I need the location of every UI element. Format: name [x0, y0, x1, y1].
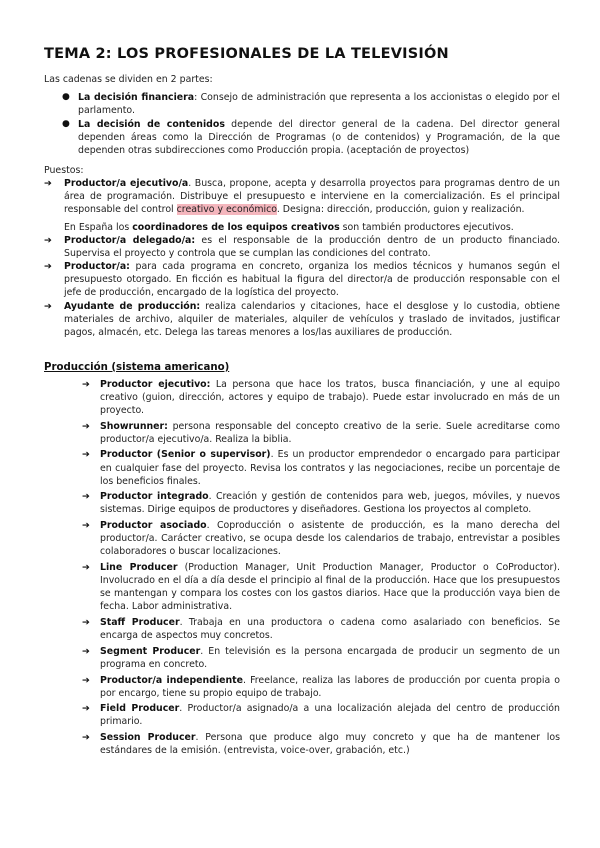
- term: Line Producer: [100, 561, 178, 573]
- arrow-icon: ➔: [82, 378, 90, 390]
- note-text: [44, 221, 560, 234]
- description: . Productor/a asignado/a a una localización alejada del centro de producción primario.: [100, 703, 560, 728]
- arrow-icon: ➔: [82, 561, 90, 573]
- description: : Consejo de administración que representa a los accionistas o elegido por el parlamento.: [78, 92, 560, 117]
- arrow-icon: ➔: [44, 177, 52, 189]
- list-item: [44, 177, 560, 216]
- section-heading: Producción (sistema americano): [44, 361, 230, 373]
- note-before: En España los: [64, 221, 133, 233]
- arrow-icon: ➔: [82, 420, 90, 432]
- term: Field Producer: [100, 703, 180, 715]
- page-title: TEMA 2: LOS PROFESIONALES DE LA TELEVISIÓN: [44, 46, 449, 62]
- puestos-list: [44, 177, 560, 216]
- arrow-icon: ➔: [44, 300, 52, 312]
- term: Showrunner:: [100, 420, 168, 432]
- term: Productor integrado: [100, 491, 209, 503]
- description: . Designa: dirección, producción, guion y realización.: [276, 203, 525, 215]
- term: Productor/a ejecutivo/a: [64, 177, 189, 189]
- list-item: [82, 420, 560, 446]
- term: Productor/a:: [64, 261, 130, 273]
- arrow-icon: ➔: [82, 491, 90, 503]
- list-item: [82, 519, 560, 558]
- description: para cada programa en concreto, organiza los medios técnicos y humanos según el presupuesto otorgado. En ficción es habitual la figura del director/a de producción responsable con el jefe de producción, encargado de la logística del proyecto.: [64, 261, 560, 299]
- intro-text: Las cadenas se dividen en 2 partes:: [44, 74, 213, 85]
- puestos-label: Puestos:: [44, 164, 84, 176]
- arrow-icon: ➔: [44, 261, 52, 273]
- cadenas-list: [44, 91, 560, 157]
- term: La decisión de contenidos: [78, 119, 225, 131]
- bullet-icon: ●: [62, 119, 70, 130]
- list-item: [44, 234, 560, 260]
- term: Staff Producer: [100, 616, 180, 628]
- description: realiza calendarios y citaciones, hace el desglose y lo custodia, obtiene materiales de archivo, alquiler de materiales, alquiler de vehículos y traslado de invitados, justificar pagos, almacén, etc. Delega las tareas menores a los/las auxiliares de producción.: [64, 300, 560, 338]
- list-item: [82, 561, 560, 613]
- description: . Es un productor emprendedor o encargado para participar en cualquier fase del proyecto. Revisa los contratos y las negociaciones, recibe un porcentaje de los beneficios finales.: [100, 449, 560, 487]
- description: . En televisión es la persona encargada de producir un segmento de un programa en concreto.: [100, 645, 561, 670]
- arrow-icon: ➔: [82, 645, 90, 657]
- description: . Persona que produce algo muy concreto y que ha de mantener los estándares de la emisión. (entrevista, voice-over, grabación, etc.): [100, 732, 561, 757]
- description: depende del director general de la cadena. Del director general dependen áreas como la Dirección de Programas (o de contenidos) y Programación, de la que dependen otras subdirecciones como Producción propia. (aceptación de proyectos): [78, 119, 560, 157]
- description: . Freelance, realiza las labores de producción por cuenta propia o por encargo, tiene su propio equipo de trabajo.: [100, 674, 561, 699]
- produccion-list: [44, 378, 560, 757]
- list-item: [62, 91, 560, 117]
- arrow-icon: ➔: [82, 616, 90, 628]
- list-item: [82, 616, 560, 642]
- term: Productor ejecutivo:: [100, 378, 211, 390]
- arrow-icon: ➔: [82, 674, 90, 686]
- note-bold: coordinadores de los equipos creativos: [132, 221, 340, 233]
- list-item: [82, 448, 560, 487]
- puestos-list-2: [44, 234, 560, 339]
- note-after: son también productores ejecutivos.: [339, 221, 514, 233]
- list-item: [62, 118, 560, 157]
- term: Productor (Senior o supervisor): [100, 449, 271, 461]
- arrow-icon: ➔: [82, 703, 90, 715]
- highlighted-text: creativo y económico: [176, 203, 277, 215]
- description: . Coproducción o asistente de producción, es la mano derecha del productor/a. Carácter creativo, se ocupa desde los calendarios de trabajo, entrevistar a posibles colaboradores o buscar localizaciones.: [100, 520, 561, 558]
- list-item: [44, 300, 560, 339]
- list-item: [82, 645, 560, 671]
- arrow-icon: ➔: [82, 732, 90, 744]
- term: Ayudante de producción:: [64, 300, 201, 312]
- arrow-icon: ➔: [82, 449, 90, 461]
- list-item: [44, 260, 560, 299]
- description: . Creación y gestión de contenidos para web, juegos, móviles, y nuevos sistemas. Dirige equipos de productores y diseñadores. Gestiona los proyectos al completo.: [100, 491, 560, 516]
- arrow-icon: ➔: [82, 520, 90, 532]
- list-item: [82, 702, 560, 728]
- term: Session Producer: [100, 732, 196, 744]
- term: Productor asociado: [100, 520, 207, 532]
- description: es el responsable de la producción dentro de un producto financiado. Supervisa el proyecto y controla que se cumplan las condiciones del contrato.: [64, 235, 560, 260]
- term: Segment Producer: [100, 645, 201, 657]
- term: Productor/a independiente: [100, 674, 244, 686]
- term: Productor/a delegado/a:: [64, 235, 196, 247]
- description: (Production Manager, Unit Production Manager, Productor o CoProductor). Involucrado en el día a día desde el principio al final de la producción. Hace que los presupuestos se mantengan y compara los costes con los gastos diarios. Hace que la producción vaya bien de fecha. Labor administrativa.: [100, 561, 561, 613]
- list-item: [82, 490, 560, 516]
- description: . Busca, propone, acepta y desarrolla proyectos para programas dentro de un área de programación. Distribuye el presupuesto e interviene en la comercialización. Es el principal responsable del control: [64, 177, 560, 215]
- term: La decisión financiera: [78, 92, 195, 104]
- description: . Trabaja en una productora o cadena como asalariado con beneficios. Se encarga de aspectos muy concretos.: [100, 616, 560, 642]
- list-item: [82, 731, 560, 757]
- bullet-icon: ●: [62, 92, 70, 103]
- description: persona responsable del concepto creativo de la serie. Suele acreditarse como productor/a ejecutivo/a. Realiza la biblia.: [100, 420, 560, 445]
- description: La persona que hace los tratos, busca financiación, y une al equipo creativo (guion, dirección, actores y equipo de trabajo). Puede estar involucrado en más de un proyecto.: [100, 378, 560, 416]
- arrow-icon: ➔: [44, 235, 52, 247]
- list-item: [82, 674, 560, 700]
- list-item: [82, 378, 560, 417]
